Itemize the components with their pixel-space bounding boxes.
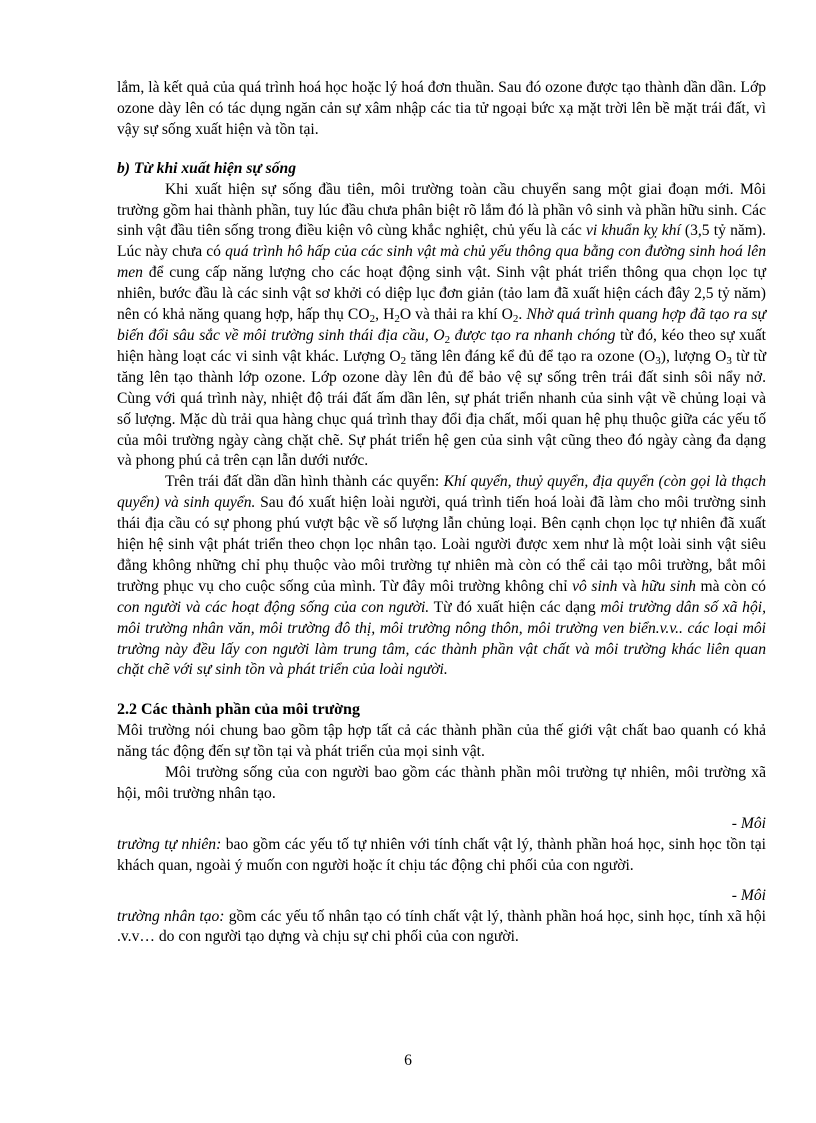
section-heading-2-2: 2.2 Các thành phần của môi trường — [117, 701, 360, 719]
list-item-natural: trường tự nhiên: bao gồm các yếu tố tự nhiên với tính chất vật lý, thành phần hoá học, sinh học tồn tại khách quan, ngoài ý muốn con người hoặc ít chịu tác động chi phối của con người. — [117, 835, 767, 874]
subsection-heading-b: b) Từ khi xuất hiện sự sống — [117, 159, 296, 177]
list-item-artificial: trường nhân tạo: gồm các yếu tố nhân tạo có tính chất vật lý, thành phần hoá học, sinh học, tính xã hội .v.v… do con người tạo dựng và chịu sự chi phối của con người. — [117, 907, 766, 946]
page-number: 6 — [404, 1052, 412, 1069]
list-item-natural-dash: - Môi — [731, 814, 766, 832]
list-item-artificial-dash: - Môi — [731, 886, 766, 904]
intro-paragraph: lắm, là kết quả của quá trình hoá học hoặc lý hoá đơn thuần. Sau đó ozone được tạo thành dần dần. Lớp ozone dày lên có tác dụng ngăn cản sự xâm nhập các tia tử ngoại bức xạ mặt trời lên bề mặt trái đất, vì vậy sự sống xuất hiện và tồn tại. — [117, 79, 766, 138]
paragraph-living-environment: Môi trường sống của con người bao gồm các thành phần môi trường tự nhiên, môi trường xã hội, môi trường nhân tạo. — [117, 764, 766, 802]
paragraph-life-origin: Khi xuất hiện sự sống đầu tiên, môi trường toàn cầu chuyển sang một giai đoạn mới. Môi trường gồm hai thành phần, tuy lúc đầu chưa phân biệt rõ lắm đó là phần vô sinh và phần hữu sinh. Các sinh vật đầu tiên sống trong điều kiện vô cùng khắc nghiệt, chủ yếu là các vi khuẩn kỵ khí (3,5 tỷ năm). Lúc này chưa có quá trình hô hấp của các sinh vật mà chủ yếu thông qua bằng con đường sinh hoá lên men để cung cấp năng lượng cho các hoạt động sinh vật. Sinh vật phát triển thông qua chọn lọc tự nhiên, bước đầu là các sinh vật sơ khởi có diệp lục đơn giản (tảo lam đã xuất hiện cách đây 2,5 tỷ năm) nên có khả năng quang hợp, hấp thụ $CO_2$, $H_2O$ và thải ra khí $O_2$. Nhờ quá trình quang hợp đã tạo ra sự biến đổi sâu sắc về môi trường sinh thái địa cầu, $O_2$ được tạo ra nhanh chóng từ đó, kéo theo sự xuất hiện hàng loạt các vi sinh vật khác. Lượng $O_2$ tăng lên đáng kể đủ để tạo ra ozone $(O_3)$, lượng $O_3$ từ từ tăng lên tạo thành lớp ozone. Lớp ozone dày lên đủ để bảo vệ sự sống trên trái đất sinh sôi nẩy nở. Cùng với quá trình này, nhiệt độ trái đất ấm dần lên, sự phát triển nhanh của sinh vật về chủng loại và số lượng. Mặc dù trải qua hàng chục quá trình thay đổi địa chất, mối quan hệ phụ thuộc giữa các yếu tố của môi trường ngày càng chặt chẽ. Sự phát triển hệ gen của sinh vật cũng theo đó ngày càng đa dạng và phong phú cả trên cạn lẫn dưới nước. — [117, 180, 767, 470]
document-page — [117, 78, 766, 948]
paragraph-spheres: Trên trái đất dần dần hình thành các quyển: Khí quyển, thuỷ quyển, địa quyển (còn gọi là thạch quyển) và sinh quyển. Sau đó xuất hiện loài người, quá trình tiến hoá loài đã làm cho môi trường sinh thái địa cầu có sự phong phú vượt bậc về số lượng lẫn chủng loại. Bên cạnh chọn lọc tự nhiên đã xuất hiện hệ sinh vật phát triển theo chọn lọc nhân tạo. Loài người được xem như là một loài sinh vật siêu đẳng không những chỉ phụ thuộc vào môi trường tự nhiên mà còn có thể cải tạo môi trường, bắt môi trường phục vụ cho cuộc sống của mình. Từ đây môi trường không chỉ vô sinh và hữu sinh mà còn có con người và các hoạt động sống của con người. Từ đó xuất hiện các dạng môi trường dân số xã hội, môi trường nhân văn, môi trường đô thị, môi trường nông thôn, môi trường ven biển.v.v.. các loại môi trường này đều lấy con người làm trung tâm, các thành phần vật chất và môi trường khác liên quan chặt chẽ với sự sinh tồn và phát triển của loài người. — [117, 473, 767, 679]
paragraph-components: Môi trường nói chung bao gồm tập hợp tất cả các thành phần của thế giới vật chất bao quanh có khả năng tác động đến sự tồn tại và phát triển của mọi sinh vật. — [117, 722, 766, 761]
